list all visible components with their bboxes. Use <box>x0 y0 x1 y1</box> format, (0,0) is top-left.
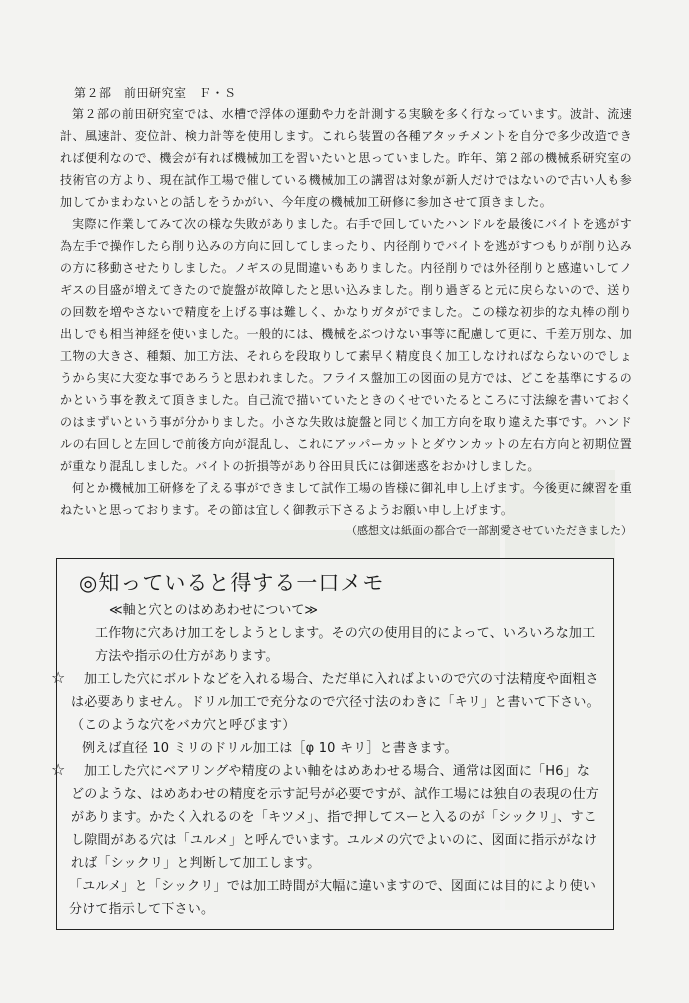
memo-item <box>51 760 603 875</box>
memo-example: 例えば直径 10 ミリのドリル加工は［φ 10 キリ］と書きます。 <box>82 741 458 756</box>
memo-item-text: 加工した穴にボルトなどを入れる場合、ただ単に入ればよいので穴の寸法精度や面粗さは必要ありません。ドリル加工で充分なので穴径寸法のわきに「キリ」と書いて下さい。（このような穴をバカ穴と呼びます） <box>71 672 600 733</box>
star-icon: ☆ <box>51 760 66 779</box>
star-icon: ☆ <box>51 668 66 687</box>
memo-item-text: 加工した穴にベアリングや精度のよい軸をはめあわせる場合、通常は図面に「H6」などのような、はめあわせの精度を示す記号が必要ですが、試作工場には独自の表現の仕方があります。かたく入れるのを「キツメ」、指で押してスーと入るのが「シックリ」、すこし隙間がある穴は「ユルメ」と呼んでいます。ユルメの穴でよいのに、図面に指示がなければ「シックリ」と判断して加工します。 <box>71 764 600 871</box>
memo-subtitle: ≪軸と穴とのはめあわせについて≫ <box>109 603 318 618</box>
editor-note: （感想文は紙面の都合で一部割愛させていただきました） <box>346 524 632 537</box>
memo-title: ◎知っていると得する一口メモ <box>79 571 385 595</box>
memo-closing: 「ユルメ」と「シックリ」では加工時間が大幅に違いますので、図面には目的により使い分けて指示して下さい。 <box>69 879 597 917</box>
memo-item <box>51 668 603 737</box>
essay-paragraph: 第２部の前田研究室では、水槽で浮体の運動や力を計測する実験を多く行なっています。波計、流速計、風速計、変位計、検力計等を使用します。これら装置の各種アタッチメントを自分で多少改造できれば便利なので、機会が有れば機械加工を習いたいと思っていました。昨年、第２部の機械系研究室の技術官の方より、現在試作工場で催している機械加工の講習は対象が新人だけではないので古い人も参加してかまわないとの話しをうかがい、今年度の機械加工研修に参加させて頂きました。 <box>60 107 632 209</box>
essay-header: 第２部 前田研究室 Ｆ・Ｓ <box>74 86 237 100</box>
essay <box>60 84 632 541</box>
essay-paragraph: 何とか機械加工研修を了える事ができまして試作工場の皆様に御礼申し上げます。今後更に練習を重ねたいと思っております。その節は宜しく御教示下さるようお願い申し上げます。 <box>60 481 632 517</box>
memo-intro: 工作物に穴あけ加工をしようとします。その穴の使用目的によって、いろいろな加工方法や指示の仕方があります。 <box>95 626 596 664</box>
essay-paragraph: 実際に作業してみて次の様な失敗がありました。右手で回していたハンドルを最後にバイトを逃がす為左手で操作したら削り込みの方向に回してしまったり、内径削りでバイトを逃がすつもりが削り込みの方に移動させたりしました。ノギスの見間違いもありました。内径削りでは外径削りと感違いしてノギスの目盛が増えてきたので旋盤が故障したと思い込みました。削り過ぎると元に戻らないので、送りの回数を増やさないで精度を上げる事は難しく、かなりガタがでました。この様な初歩的な丸棒の削り出しでも相当神経を使いました。一般的には、機械をぶつけない事等に配慮して更に、千差万別な、加工物の大きさ、種類、加工方法、それらを段取りして素早く精度良く加工しなければならないのでしょうから実に大変な事であろうと思われました。フライス盤加工の図面の見方では、どこを基準にするのかという事を教えて頂きました。自己流で描いていたときのくせでいたるところに寸法線を書いておくのはまずいという事が分かりました。小さな失敗は旋盤と同じく加工方向を取り違えた事です。ハンドルの右回しと左回しで前後方向が混乱し、これにアッパーカットとダウンカットの左右方向と初期位置が重なり混乱しました。バイトの折損等があり谷田貝氏には御迷惑をおかけしました。 <box>60 217 632 473</box>
memo-box <box>51 558 614 930</box>
